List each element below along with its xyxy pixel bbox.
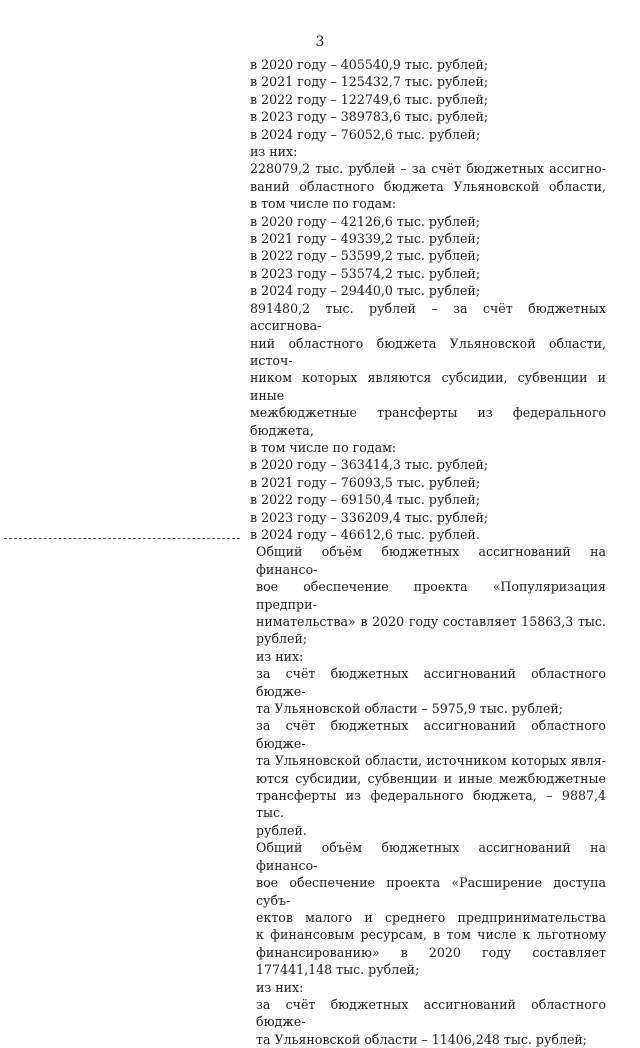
- text-line: межбюджетные трансферты из федерального бюджета,: [250, 405, 606, 438]
- text-line: за счёт бюджетных ассигнований областного бюдже-: [256, 718, 606, 751]
- text-line: та Ульяновской области – 5975,9 тыс. рублей;: [256, 701, 564, 717]
- text-line: в 2020 году – 363414,3 тыс. рублей;: [250, 457, 489, 473]
- text-line: в 2020 году – 42126,6 тыс. рублей;: [250, 213, 481, 229]
- text-line: Общий объём бюджетных ассигнований на финансо-: [256, 544, 606, 577]
- text-line: в 2020 году – 405540,9 тыс. рублей;: [250, 57, 489, 72]
- text-line: рублей.: [256, 822, 307, 838]
- text-line: ектов малого и среднего предпринимательства: [256, 909, 606, 925]
- text-line: в 2024 году – 76052,6 тыс. рублей;: [250, 126, 481, 142]
- text-line: та Ульяновской области, источником которых явля-: [256, 753, 606, 769]
- text-line: 228079,2 тыс. рублей – за счёт бюджетных ассигно-: [250, 161, 606, 177]
- text-line: Общий объём бюджетных ассигнований на финансо-: [256, 840, 606, 873]
- text-line: ником которых являются субсидии, субвенции и иные: [250, 370, 606, 403]
- text-line: в 2024 году – 46612,6 тыс. рублей.: [250, 526, 480, 542]
- text-line: нимательства» в 2020 году составляет 15863,3 тыс.: [256, 614, 606, 629]
- text-line: 891480,2 тыс. рублей – за счёт бюджетных ассигнова-: [250, 300, 606, 334]
- text-line: в 2021 году – 49339,2 тыс. рублей;: [250, 231, 481, 247]
- fold-line: [4, 538, 240, 539]
- text-line: в 2021 году – 125432,7 тыс. рублей;: [250, 74, 489, 90]
- text-line: в 2022 году – 69150,4 тыс. рублей;: [250, 492, 481, 508]
- page-number: 3: [315, 34, 325, 50]
- text-line: ваний областного бюджета Ульяновской области,: [250, 178, 606, 194]
- text-line: за счёт бюджетных ассигнований областного бюдже-: [256, 996, 606, 1030]
- text-line: в 2023 году – 336209,4 тыс. рублей;: [250, 509, 489, 525]
- text-line: из них:: [256, 979, 304, 995]
- text-line: ются субсидии, субвенции и иные межбюджетные: [256, 770, 606, 786]
- text-line: финансированию» в 2020 году составляет: [256, 944, 606, 960]
- text-line: в 2023 году – 53574,2 тыс. рублей;: [250, 265, 481, 281]
- text-line: трансферты из федерального бюджета, – 9887,4 тыс.: [256, 788, 606, 821]
- text-line: в 2024 году – 29440,0 тыс. рублей;: [250, 283, 481, 299]
- text-line: в 2022 году – 53599,2 тыс. рублей;: [250, 248, 481, 264]
- text-line: в том числе по годам:: [250, 439, 397, 455]
- text-line: ний областного бюджета Ульяновской области, источ-: [250, 335, 606, 368]
- text-line: в том числе по годам:: [250, 196, 397, 212]
- text-line: вое обеспечение проекта «Расширение доступа субъ-: [256, 875, 606, 908]
- text-line: вое обеспечение проекта «Популяризация предпри-: [256, 579, 606, 612]
- text-line: из них:: [256, 648, 304, 664]
- text-line: за счёт бюджетных ассигнований областного бюдже-: [256, 666, 606, 699]
- text-line: из них:: [250, 144, 298, 160]
- text-line: к финансовым ресурсам, в том числе к льготному: [256, 927, 606, 943]
- text-line: 177441,148 тыс. рублей;: [256, 962, 420, 978]
- text-line: рублей;: [256, 631, 308, 647]
- text-line: в 2022 году – 122749,6 тыс. рублей;: [250, 91, 489, 107]
- text-line: в 2021 году – 76093,5 тыс. рублей;: [250, 474, 481, 490]
- text-line: та Ульяновской области – 11406,248 тыс. рублей;: [256, 1031, 588, 1047]
- text-column: [250, 56, 606, 1048]
- text-line: в 2023 году – 389783,6 тыс. рублей;: [250, 109, 489, 125]
